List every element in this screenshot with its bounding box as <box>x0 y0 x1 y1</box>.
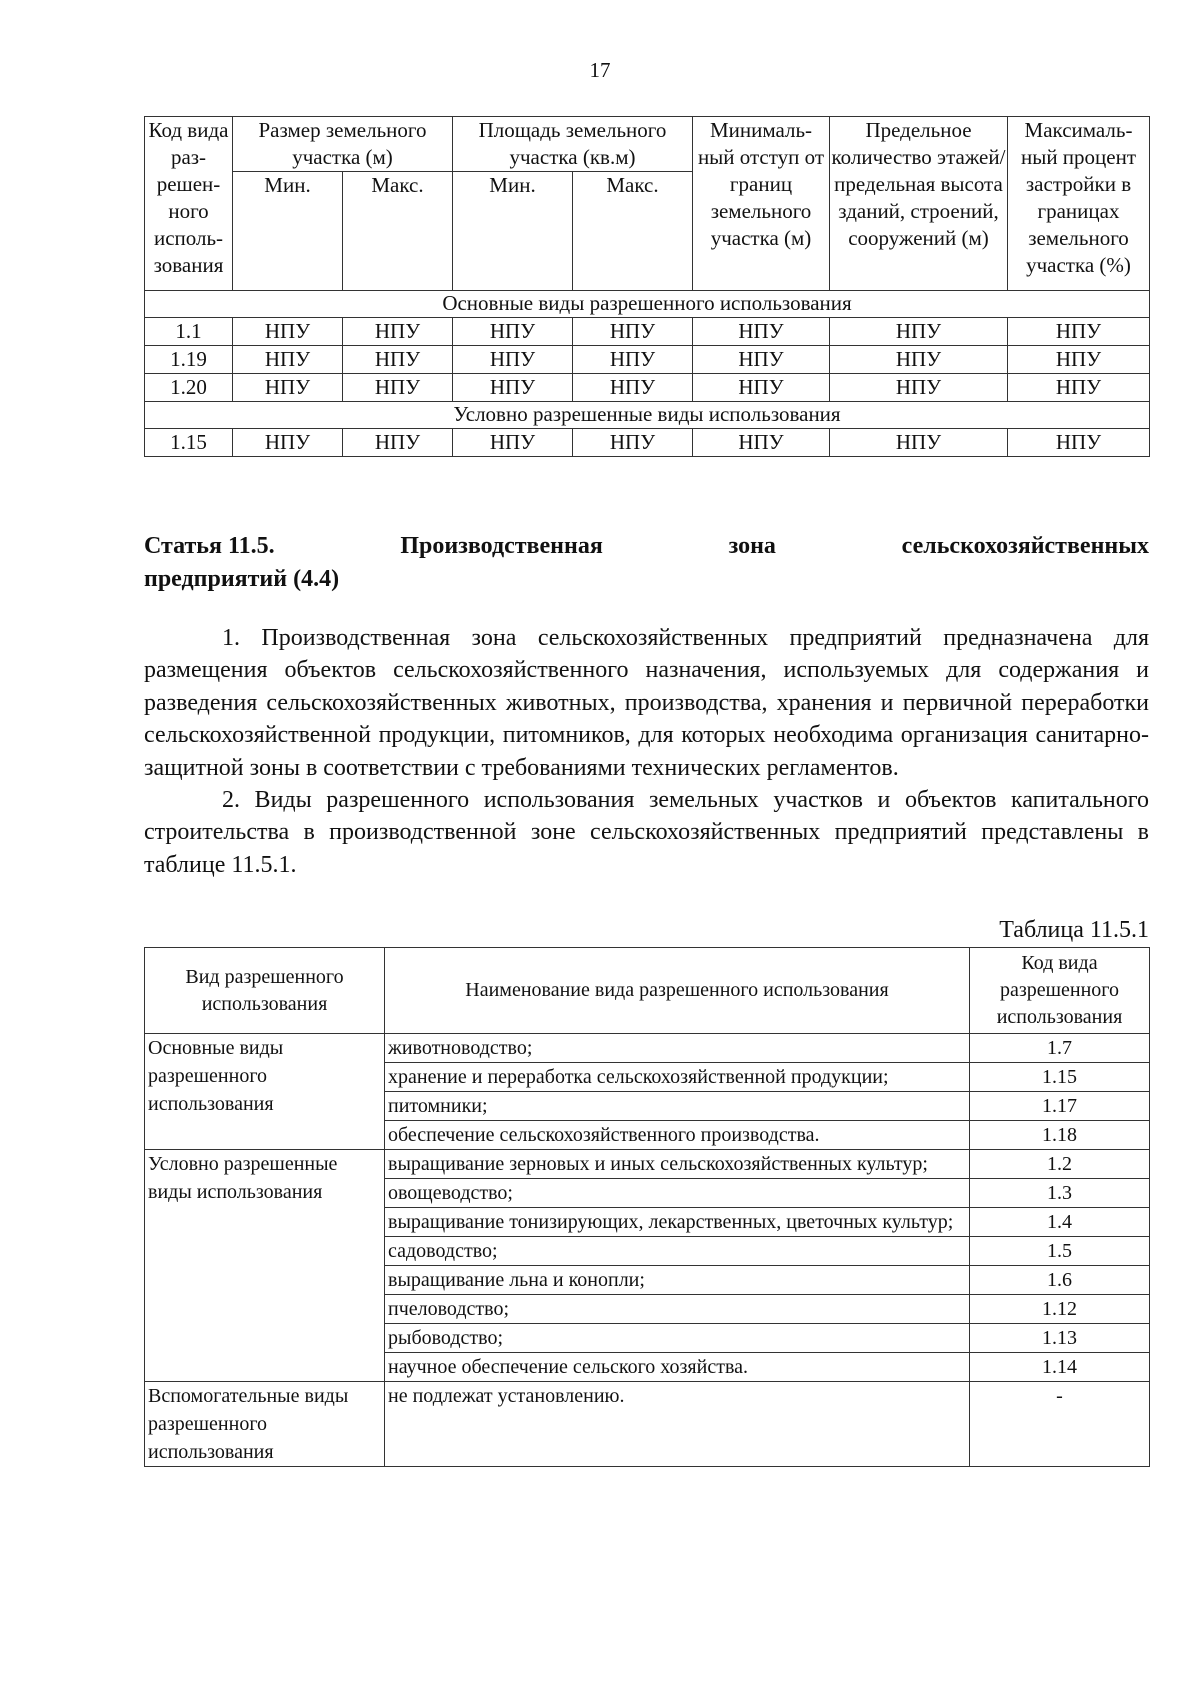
use-group-label: Условно разрешенные виды использования <box>145 1150 385 1382</box>
table-row <box>145 1150 1150 1179</box>
use-code: 1.4 <box>970 1208 1150 1237</box>
heading-word: сельскохозяйственных <box>901 533 1149 559</box>
cell-value: НПУ <box>233 374 343 402</box>
table-row <box>145 1382 1150 1467</box>
cell-value: НПУ <box>343 346 453 374</box>
use-code: 1.15 <box>970 1063 1150 1092</box>
cell-code: 1.20 <box>145 374 233 402</box>
use-code: 1.14 <box>970 1353 1150 1382</box>
cell-code: 1.1 <box>145 318 233 346</box>
header-min-setback: Минималь-ный отступ от границ земельного участка (м) <box>693 117 830 291</box>
cell-value: НПУ <box>1008 346 1150 374</box>
header-plot-area: Площадь земельного участка (кв.м) <box>453 117 693 172</box>
use-group-label: Вспомогательные виды разрешенного использования <box>145 1382 385 1467</box>
use-group-label: Основные виды разрешенного использования <box>145 1034 385 1150</box>
header-area-min: Мин. <box>453 172 573 291</box>
cell-value: НПУ <box>693 346 830 374</box>
cell-value: НПУ <box>573 374 693 402</box>
use-code: 1.12 <box>970 1295 1150 1324</box>
use-code: 1.13 <box>970 1324 1150 1353</box>
cell-value: НПУ <box>453 429 573 457</box>
header-use-type: Вид разрешенного использования <box>145 948 385 1034</box>
cell-value: НПУ <box>343 374 453 402</box>
cell-value: НПУ <box>233 346 343 374</box>
use-code: 1.7 <box>970 1034 1150 1063</box>
article-body <box>144 622 1149 881</box>
paragraph-2: 2. Виды разрешенного использования земельных участков и объектов капитального строительства в производственной зоне сельскохозяйственных предприятий представлены в таблице 11.5.1. <box>144 787 1149 878</box>
table-row <box>145 374 1150 402</box>
page-number: 17 <box>589 58 611 82</box>
use-code: 1.6 <box>970 1266 1150 1295</box>
use-code: 1.18 <box>970 1121 1150 1150</box>
use-code: 1.17 <box>970 1092 1150 1121</box>
cell-code: 1.15 <box>145 429 233 457</box>
cell-value: НПУ <box>453 318 573 346</box>
use-name: обеспечение сельскохозяйственного производства. <box>385 1121 970 1150</box>
cell-value: НПУ <box>233 429 343 457</box>
cell-value: НПУ <box>343 429 453 457</box>
heading-word: Статья 11.5. <box>144 533 275 559</box>
header-size-min: Мин. <box>233 172 343 291</box>
header-use-name: Наименование вида разрешенного использования <box>385 948 970 1034</box>
cell-value: НПУ <box>830 374 1008 402</box>
header-use-code: Код вида разрешенного использования <box>970 948 1150 1034</box>
heading-word: зона <box>728 533 776 559</box>
table-row <box>145 429 1150 457</box>
cell-value: НПУ <box>453 374 573 402</box>
use-name: научное обеспечение сельского хозяйства. <box>385 1353 970 1382</box>
use-name: питомники; <box>385 1092 970 1121</box>
header-code: Код вида раз-решен-ного исполь-зования <box>145 117 233 291</box>
article-heading <box>144 530 1149 596</box>
cell-value: НПУ <box>343 318 453 346</box>
heading-line-2: предприятий (4.4) <box>144 566 340 592</box>
table-caption: Таблица 11.5.1 <box>999 917 1149 943</box>
table-row <box>145 346 1150 374</box>
cell-code: 1.19 <box>145 346 233 374</box>
section-main-uses: Основные виды разрешенного использования <box>145 291 1150 318</box>
use-name: не подлежат установлению. <box>385 1382 970 1467</box>
cell-value: НПУ <box>1008 374 1150 402</box>
use-code: 1.5 <box>970 1237 1150 1266</box>
cell-value: НПУ <box>830 318 1008 346</box>
use-code: 1.2 <box>970 1150 1150 1179</box>
header-max-coverage: Максималь-ный процент застройки в границах земельного участка (%) <box>1008 117 1150 291</box>
section-conditional-uses: Условно разрешенные виды использования <box>145 402 1150 429</box>
header-area-max: Макс. <box>573 172 693 291</box>
heading-word: Производственная <box>400 533 603 559</box>
header-plot-size: Размер земельного участка (м) <box>233 117 453 172</box>
use-name: рыбоводство; <box>385 1324 970 1353</box>
cell-value: НПУ <box>233 318 343 346</box>
cell-value: НПУ <box>573 429 693 457</box>
use-name: хранение и переработка сельскохозяйственной продукции; <box>385 1063 970 1092</box>
use-name: животноводство; <box>385 1034 970 1063</box>
cell-value: НПУ <box>573 346 693 374</box>
cell-value: НПУ <box>693 318 830 346</box>
use-name: выращивание зерновых и иных сельскохозяйственных культур; <box>385 1150 970 1179</box>
header-max-floors: Предельное количество этажей/ предельная высота зданий, строений, сооружений (м) <box>830 117 1008 291</box>
header-size-max: Макс. <box>343 172 453 291</box>
use-name: садоводство; <box>385 1237 970 1266</box>
cell-value: НПУ <box>830 346 1008 374</box>
cell-value: НПУ <box>453 346 573 374</box>
cell-value: НПУ <box>830 429 1008 457</box>
use-code: - <box>970 1382 1150 1467</box>
cell-value: НПУ <box>1008 429 1150 457</box>
cell-value: НПУ <box>693 429 830 457</box>
cell-value: НПУ <box>573 318 693 346</box>
cell-value: НПУ <box>1008 318 1150 346</box>
cell-value: НПУ <box>693 374 830 402</box>
use-name: овощеводство; <box>385 1179 970 1208</box>
paragraph-1: 1. Производственная зона сельскохозяйственных предприятий предназначена для размещения объектов сельскохозяйственного назначения, используемых для содержания и разведения сельскохозяйственных животных, производства, хранения и первичной переработки сельскохозяйственной продукции, питомников, для которых необходима организация санитарно-защитной зоны в соответствии с требованиями технических регламентов. <box>144 625 1149 781</box>
use-name: выращивание тонизирующих, лекарственных, цветочных культур; <box>385 1208 970 1237</box>
use-name: выращивание льна и конопли; <box>385 1266 970 1295</box>
permitted-uses-table <box>144 947 1150 1467</box>
use-code: 1.3 <box>970 1179 1150 1208</box>
zone-parameters-table <box>144 116 1150 457</box>
table-row <box>145 1034 1150 1063</box>
table-row <box>145 318 1150 346</box>
use-name: пчеловодство; <box>385 1295 970 1324</box>
